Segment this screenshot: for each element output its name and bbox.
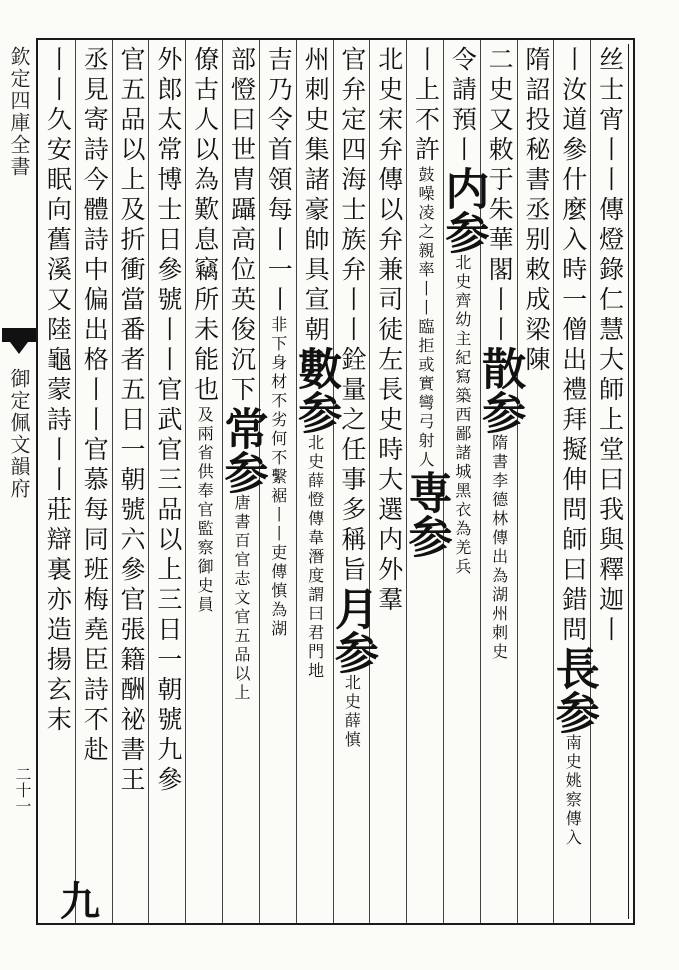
body-text: 外郎太常博士日參號丨丨官武官三品以上三日一朝號九參: [153, 46, 183, 796]
entry-heading: 月参: [326, 586, 378, 674]
annotation-text: 隋書李德林傳出為湖州刺史: [489, 434, 509, 662]
page-number: 二十一: [13, 766, 32, 814]
body-text: 官五品以上及折衝當番者五日一朝號六參官張籍酬祕書王: [117, 46, 147, 796]
fish-tail-mark-icon: [2, 328, 36, 342]
body-text: 令請預丨: [448, 46, 478, 166]
text-column: [150, 46, 185, 917]
body-text: 州刺史集諸豪帥具宣朝: [301, 46, 331, 346]
annotation-text: 北史薛慎: [342, 674, 362, 750]
entry-heading: 數参: [290, 346, 342, 434]
annotation-text: 唐書百官志文官五品以上: [231, 494, 251, 703]
body-text: 二史又敕于朱華閣丨丨: [485, 46, 515, 346]
text-column: [77, 46, 112, 917]
annotation-text: 南史姚察傳入: [563, 734, 583, 848]
body-text: 部憕曰世胄躡高位英俊沉下: [227, 46, 257, 406]
book-binding-margin: [0, 38, 38, 925]
book-title: 御定佩文韻府: [7, 368, 31, 500]
fish-tail-notch-icon: [10, 342, 28, 354]
text-frame: [38, 38, 635, 925]
collection-title: 欽定四庫全書: [7, 46, 31, 178]
entry-heading: 長参: [547, 646, 599, 734]
body-text: 官弁定四海士族弁丨丨銓量之任事多稱旨: [337, 46, 367, 586]
body-text: 丨上不許: [411, 46, 441, 166]
text-column: [519, 46, 554, 917]
body-text: 丨汝道參什麼入時一僧出禮拜擬伸問師曰錯問: [558, 46, 588, 646]
text-column: [216, 46, 268, 917]
body-text: 隋詔投秘書丞别敕成梁陳: [521, 46, 551, 376]
entry-heading: 散参: [474, 346, 526, 434]
entry-heading: 常参: [216, 406, 268, 494]
entry-heading: 内参: [437, 166, 489, 254]
text-column: [371, 46, 406, 917]
body-text: 僚古人以為歎息竊所未能也: [190, 46, 220, 406]
annotation-text: 鼓噪凌之親率丨丨臨拒或實彎弓射人: [416, 166, 436, 470]
body-text: 北史宋弁傳以弁兼司徒左長史時大選内外羣: [374, 46, 404, 616]
annotation-text: 及兩省供奉官監察御史員: [195, 406, 215, 615]
body-text: 丨丨久安眠向舊溪又陸龜蒙詩丨丨莊辯裏亦造揚玄末: [43, 46, 73, 736]
entry-heading: 専参: [400, 470, 452, 558]
chapter-mark: 九: [60, 878, 100, 925]
body-text: 吉乃令首領每丨一丨: [264, 46, 294, 316]
text-column: [326, 46, 378, 917]
text-column: [40, 46, 75, 917]
text-column: [290, 46, 342, 917]
text-column: [400, 46, 452, 917]
text-column: [114, 46, 149, 917]
text-column: [187, 46, 222, 917]
body-text: 丞見寄詩今體詩中偏出格丨丨官慕每同班梅堯臣詩不赴: [80, 46, 110, 766]
annotation-text: 非下身材不劣何不繫裾丨丨吏傳慎為湖: [268, 316, 288, 639]
text-column: [547, 46, 599, 917]
annotation-text: 北史薛憕傳韋潛度謂曰君門地: [305, 434, 325, 681]
text-column: [592, 46, 627, 917]
annotation-text: 北史齊幼主紀寫築西鄙諸城黑衣為羌兵: [452, 254, 472, 577]
body-text: 丝士宵丨丨傳燈錄仁慧大師上堂曰我與釋迦丨: [595, 46, 625, 646]
